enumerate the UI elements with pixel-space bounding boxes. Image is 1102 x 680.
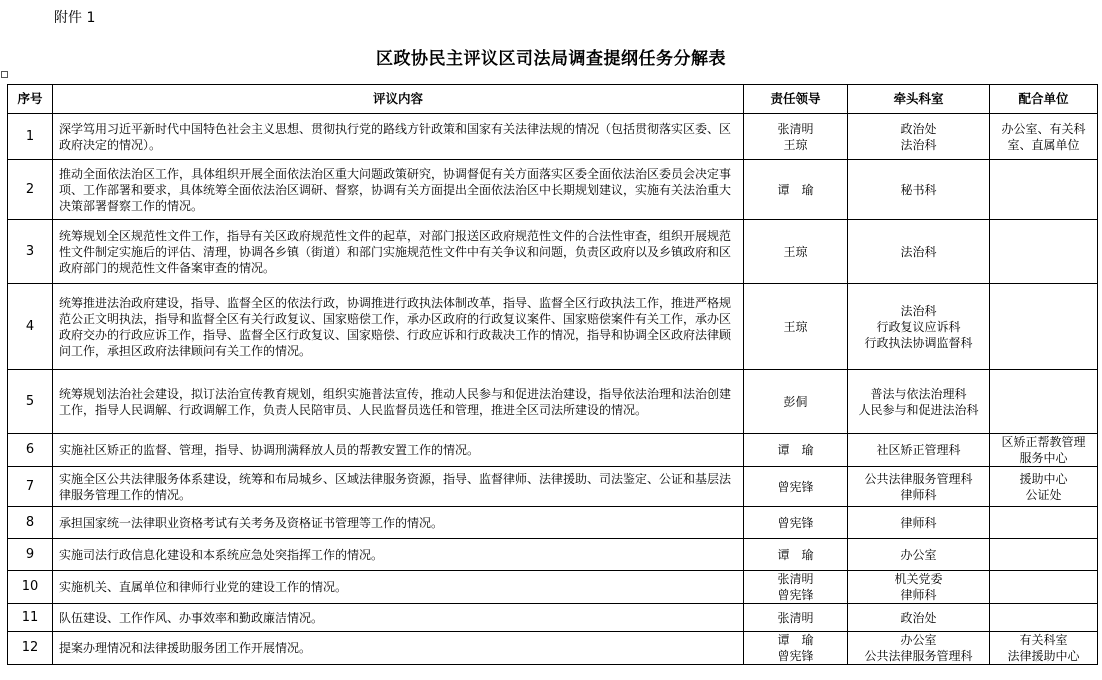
leader-name: 张清明 [777,121,814,136]
partner-unit-cell [990,467,1098,507]
lead-department-cell [848,284,990,370]
evaluation-content-cell: 实施司法行政信息化建设和本系统应急处突指挥工作的情况。 [53,539,744,571]
table-header-row [8,85,1098,114]
leader-name: 谭 瑜 [777,443,814,457]
row-number-cell: 1 [8,114,53,160]
partner-unit-cell [990,370,1098,434]
evaluation-content-cell: 统筹推进法治政府建设，指导、监督全区的依法行政，协调推进行政执法体制改革，指导、监督全区行政执法工作，推进严格规范公正文明执法，指导和监督全区有关行政复议、国家赔偿工作，承办区政府的行政复议案件、国家赔偿案件有关工作，承办区政府交办的行政应诉工作，指导、监督全区行政复议、国家赔偿、行政应诉和行政裁决工作的情况，指导和协调全区政府法律顾问工作，承担区政府法律顾问有关工作的情况。 [53,284,744,370]
table-row [8,434,1098,467]
department-name: 普法与依法治理科 [870,386,967,401]
partner-unit-name: 办公室、有关科室、直属单位 [1001,121,1086,152]
row-number-cell: 5 [8,370,53,434]
table-row [8,160,1098,220]
responsible-leader-cell [744,220,848,284]
responsible-leader-cell [744,160,848,220]
department-name: 律师科 [900,515,937,530]
partner-unit-cell [990,220,1098,284]
leader-name: 谭 瑜 [777,547,814,562]
evaluation-content-cell: 推动全面依法治区工作，具体组织开展全面依法治区重大问题政策研究，协调督促有关方面落实区委全面依法治区委员会决定事项、工作部署和要求，具体统筹全面依法治区调研、督察，协调有关方面提出全面依法治区中长期规划建议，实施有关法治重大决策部署督察工作的情况。 [53,160,744,220]
lead-department-cell [848,507,990,539]
partner-unit-cell [990,571,1098,604]
table-row [8,467,1098,507]
lead-department-cell [848,467,990,507]
leader-name: 曾宪锋 [777,479,814,494]
responsible-leader-cell [744,604,848,632]
leader-name: 王琼 [783,137,808,152]
partner-unit-cell [990,632,1098,665]
task-table [7,84,1098,665]
responsible-leader-cell [744,114,848,160]
evaluation-content-cell: 队伍建设、工作作风、办事效率和勤政廉洁情况。 [53,604,744,632]
partner-unit-cell [990,284,1098,370]
department-name: 办公室 [900,547,937,562]
table-body [8,114,1098,665]
attachment-label: 附件 1 [54,10,96,26]
table-anchor-icon [1,71,8,78]
department-name: 社区矫正管理科 [876,443,961,457]
row-number-cell: 12 [8,632,53,665]
leader-name: 彭侗 [783,394,808,409]
leader-name: 谭 瑜 [777,182,814,197]
evaluation-content-cell: 实施社区矫正的监督、管理，指导、协调刑满释放人员的帮教安置工作的情况。 [53,434,744,467]
responsible-leader-cell [744,284,848,370]
responsible-leader-cell [744,507,848,539]
department-name: 律师科 [900,588,937,602]
department-name: 人民参与和促进法治科 [858,402,979,417]
lead-department-cell [848,220,990,284]
table-row [8,114,1098,160]
department-name: 法治科 [900,244,937,259]
partner-unit-name: 有关科室 [1019,633,1068,647]
table-row [8,604,1098,632]
evaluation-content-cell: 实施全区公共法律服务体系建设，统筹和布局城乡、区域法律服务资源，指导、监督律师、法律援助、司法鉴定、公证和基层法律服务管理工作的情况。 [53,467,744,507]
row-number-cell: 9 [8,539,53,571]
table-row [8,571,1098,604]
header-lead-dept: 牵头科室 [848,85,990,114]
responsible-leader-cell [744,370,848,434]
header-content: 评议内容 [53,85,744,114]
department-name: 律师科 [900,487,937,502]
lead-department-cell [848,539,990,571]
page-title: 区政协民主评议区司法局调查提纲任务分解表 [376,49,726,69]
department-name: 秘书科 [900,182,937,197]
leader-name: 张清明 [777,572,814,586]
row-number-cell: 8 [8,507,53,539]
department-name: 办公室 [900,633,937,647]
partner-unit-cell [990,604,1098,632]
row-number-cell: 10 [8,571,53,604]
department-name: 行政执法协调监督科 [864,335,973,350]
partner-unit-cell [990,160,1098,220]
responsible-leader-cell [744,571,848,604]
table-row [8,507,1098,539]
leader-name: 王琼 [783,319,808,334]
evaluation-content-cell: 深学笃用习近平新时代中国特色社会主义思想、贯彻执行党的路线方针政策和国家有关法律法规的情况（包括贯彻落实区委、区政府决定的情况）。 [53,114,744,160]
partner-unit-cell [990,114,1098,160]
lead-department-cell [848,160,990,220]
partner-unit-name: 援助中心 [1019,471,1068,486]
evaluation-content-cell: 提案办理情况和法律援助服务团工作开展情况。 [53,632,744,665]
partner-unit-name: 区矫正帮教管理服务中心 [1001,435,1086,465]
row-number-cell: 7 [8,467,53,507]
leader-name: 张清明 [777,610,814,625]
evaluation-content-cell: 统筹规划全区规范性文件工作，指导有关区政府规范性文件的起草，对部门报送区政府规范性文件的合法性审查，组织开展规范性文件制定实施后的评估、清理，协调各乡镇（街道）和部门实施规范性文件中有关争议和问题，负责区政府以及乡镇政府和区政府部门的规范性文件备案审查的情况。 [53,220,744,284]
partner-unit-cell [990,434,1098,467]
lead-department-cell [848,114,990,160]
department-name: 政治处 [900,610,937,625]
evaluation-content-cell: 统筹规划法治社会建设，拟订法治宣传教育规划，组织实施普法宣传，推动人民参与和促进法治建设，指导依法治理和法治创建工作，指导人民调解、行政调解工作，负责人民陪审员、人民监督员选任和管理，推进全区司法所建设的情况。 [53,370,744,434]
table-row [8,632,1098,665]
department-name: 机关党委 [894,572,943,586]
partner-unit-name: 法律援助中心 [1007,649,1080,663]
partner-unit-name: 公证处 [1025,487,1062,502]
department-name: 政治处 [900,121,937,136]
header-partner: 配合单位 [990,85,1098,114]
responsible-leader-cell [744,467,848,507]
department-name: 公共法律服务管理科 [864,649,973,663]
department-name: 法治科 [900,137,937,152]
row-number-cell: 2 [8,160,53,220]
row-number-cell: 6 [8,434,53,467]
evaluation-content-cell: 承担国家统一法律职业资格考试有关考务及资格证书管理等工作的情况。 [53,507,744,539]
department-name: 行政复议应诉科 [876,319,961,334]
table-row [8,370,1098,434]
lead-department-cell [848,632,990,665]
lead-department-cell [848,571,990,604]
row-number-cell: 3 [8,220,53,284]
table-row [8,539,1098,571]
responsible-leader-cell [744,632,848,665]
leader-name: 曾宪锋 [777,588,814,602]
table-row [8,284,1098,370]
row-number-cell: 11 [8,604,53,632]
header-seq: 序号 [8,85,53,114]
partner-unit-cell [990,507,1098,539]
department-name: 法治科 [900,303,937,318]
table-row [8,220,1098,284]
responsible-leader-cell [744,434,848,467]
header-leader: 责任领导 [744,85,848,114]
evaluation-content-cell: 实施机关、直属单位和律师行业党的建设工作的情况。 [53,571,744,604]
leader-name: 王琼 [783,244,808,259]
leader-name: 曾宪锋 [777,515,814,530]
leader-name: 谭 瑜 [777,633,814,647]
lead-department-cell [848,604,990,632]
leader-name: 曾宪锋 [777,649,814,663]
row-number-cell: 4 [8,284,53,370]
lead-department-cell [848,370,990,434]
partner-unit-cell [990,539,1098,571]
lead-department-cell [848,434,990,467]
department-name: 公共法律服务管理科 [864,471,973,486]
responsible-leader-cell [744,539,848,571]
